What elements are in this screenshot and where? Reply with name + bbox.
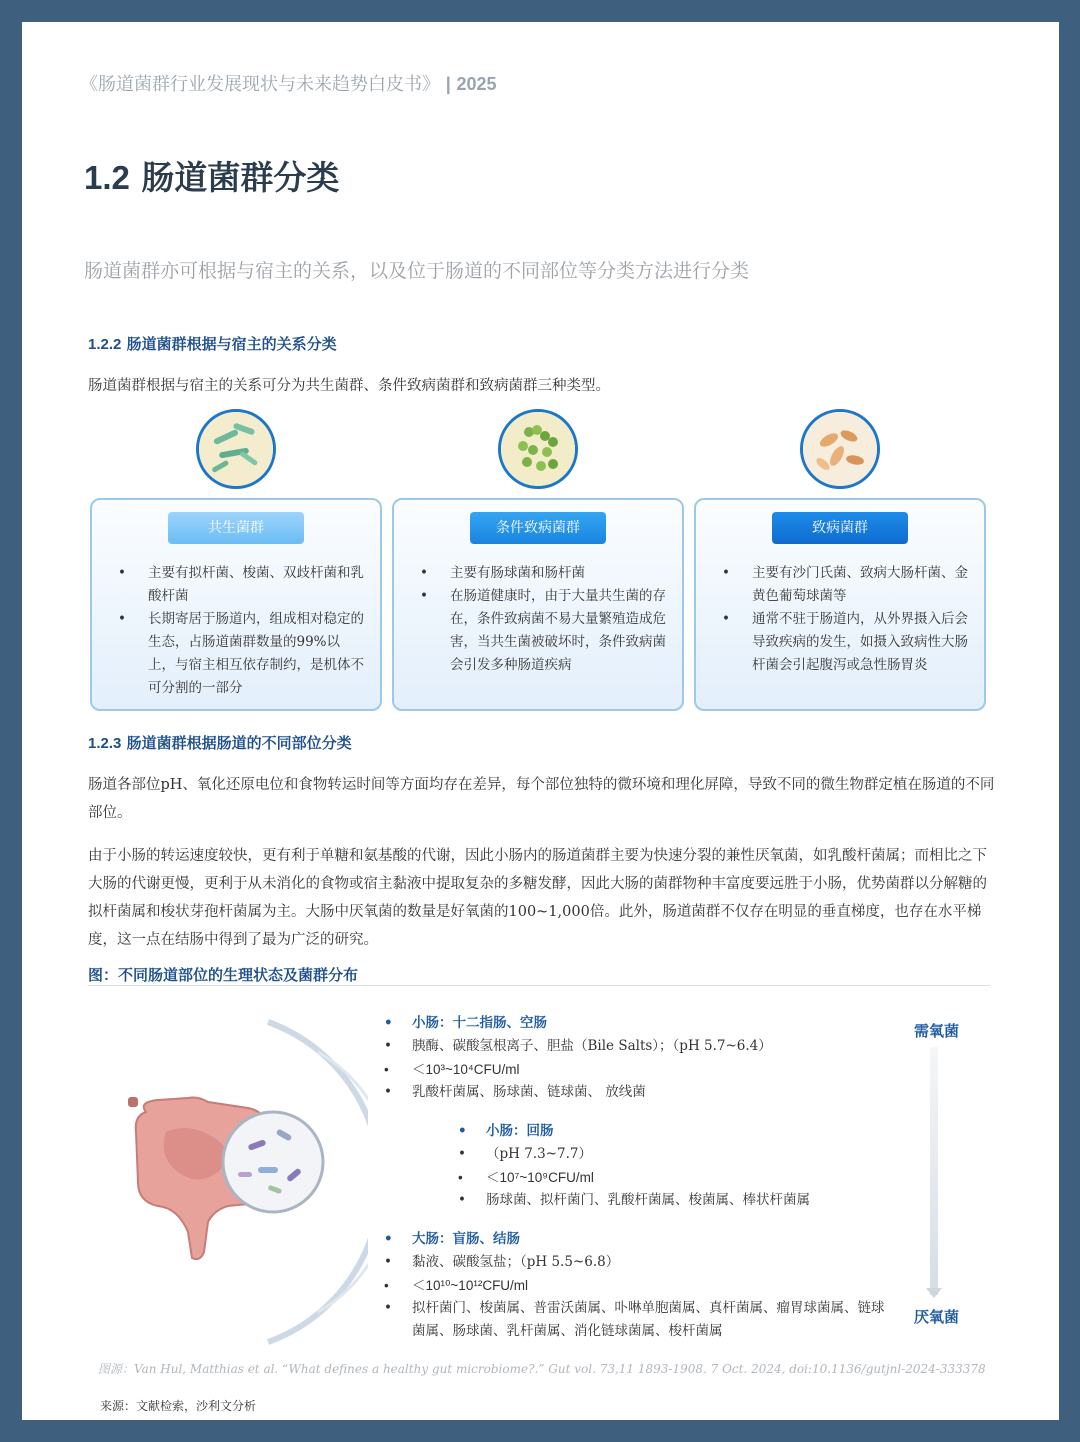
subsection-number-122: 1.2.2 bbox=[88, 336, 122, 353]
section-subtitle: 肠道菌群亦可根据与宿主的关系，以及位于肠道的不同部位等分类方法进行分类 bbox=[84, 260, 750, 282]
commensal-bacteria-image bbox=[196, 409, 276, 489]
list-item: • 长期寄居于肠道内，组成相对稳定的生态，占肠道菌群数量的99%以上，与宿主相互依存制约，是机体不可分割的一部分 bbox=[116, 608, 366, 700]
pathogenic-bacteria-image bbox=[800, 409, 880, 489]
running-separator: | bbox=[445, 74, 451, 94]
card-label-opportunistic: 条件致病菌群 bbox=[470, 512, 606, 544]
list-item: • 肠球菌、拟杆菌门、乳酸杆菌属、梭菌属、棒状杆菌属 bbox=[458, 1189, 898, 1212]
card-list-opportunistic bbox=[418, 562, 668, 677]
data-source: 来源：文献检索，沙利文分析 bbox=[100, 1399, 257, 1413]
card-list-pathogenic bbox=[720, 562, 970, 677]
list-item: • ＜10³~10⁴CFU/ml bbox=[384, 1058, 904, 1081]
running-title: 《肠道菌群行业发展现状与未来趋势白皮书》 bbox=[80, 74, 440, 95]
ileum-list bbox=[458, 1120, 898, 1212]
subsection-heading-123 bbox=[88, 732, 352, 753]
large-intestine-list bbox=[384, 1228, 896, 1343]
card-label-commensal: 共生菌群 bbox=[168, 512, 304, 544]
intestine-illustration bbox=[118, 1012, 368, 1352]
list-item: • （pH 7.3~7.7） bbox=[458, 1143, 898, 1166]
list-item: • 通常不驻于肠道内，从外界摄入后会导致疾病的发生，如摄入致病性大肠杆菌会引起腹泻或急性肠胃炎 bbox=[720, 608, 970, 677]
running-header bbox=[80, 70, 497, 96]
anaerobic-label: 厌氧菌 bbox=[914, 1308, 960, 1326]
list-item: • 乳酸杆菌属、肠球菌、链球菌、 放线菌 bbox=[384, 1081, 904, 1104]
subsection-number-123: 1.2.3 bbox=[88, 735, 122, 752]
arrowhead-icon bbox=[926, 1288, 942, 1298]
paragraph-1: 肠道各部位pH、氧化还原电位和食物转运时间等方面均存在差异，每个部位独特的微环境和理化屏障，导致不同的微生物群定植在肠道的不同部位。 bbox=[88, 777, 995, 821]
list-item: • 黏液、碳酸氢盐；（pH 5.5~6.8） bbox=[384, 1251, 896, 1274]
section-number: 1.2 bbox=[84, 159, 130, 196]
caption-divider bbox=[88, 985, 990, 986]
card-list-commensal bbox=[116, 562, 366, 700]
list-item: • 在肠道健康时，由于大量共生菌的存在，条件致病菌不易大量繁殖造成危害，当共生菌被破坏时，条件致病菌会引发多种肠道疾病 bbox=[418, 585, 668, 677]
subsection-heading-122 bbox=[88, 333, 337, 354]
list-item: • ＜10¹⁰~10¹²CFU/ml bbox=[384, 1274, 896, 1297]
oxygen-gradient-arrow bbox=[930, 1047, 938, 1295]
running-year: 2025 bbox=[456, 74, 497, 94]
subsection-title-123: 肠道菌群根据肠道的不同部位分类 bbox=[126, 734, 352, 752]
list-item: • 主要有拟杆菌、梭菌、双歧杆菌和乳酸杆菌 bbox=[116, 562, 366, 608]
card-commensal bbox=[90, 498, 382, 711]
image-source: 图源：Van Hul, Matthias et al. “What defines a healthy gut microbiome?.” Gut vol. 73,11 1893-1908. 7 Oct. 2024, doi:10.1136/gutjnl-2024-333378 bbox=[98, 1362, 986, 1376]
opportunistic-bacteria-image bbox=[498, 409, 578, 489]
aerobic-label: 需氧菌 bbox=[914, 1022, 960, 1040]
document-page bbox=[22, 22, 1059, 1420]
list-item: • 胰酶、碳酸氢根离子、胆盐（Bile Salts）；（pH 5.7~6.4） bbox=[384, 1035, 904, 1058]
card-label-pathogenic: 致病菌群 bbox=[772, 512, 908, 544]
list-item: • 大肠：盲肠、结肠 bbox=[384, 1228, 896, 1251]
section-title-text: 肠道菌群分类 bbox=[141, 158, 340, 197]
subsection-title-122: 肠道菌群根据与宿主的关系分类 bbox=[126, 335, 337, 353]
list-item: • 主要有沙门氏菌、致病大肠杆菌、金黄色葡萄球菌等 bbox=[720, 562, 970, 608]
card-pathogenic bbox=[694, 498, 986, 711]
list-item: • 小肠：十二指肠、空肠 bbox=[384, 1012, 904, 1035]
list-item: • 小肠：回肠 bbox=[458, 1120, 898, 1143]
figure-caption: 图：不同肠道部位的生理状态及菌群分布 bbox=[88, 966, 359, 984]
card-opportunistic bbox=[392, 498, 684, 711]
intro-paragraph: 肠道菌群根据与宿主的关系可分为共生菌群、条件致病菌群和致病菌群三种类型。 bbox=[88, 378, 610, 394]
paragraph-2: 由于小肠的转运速度较快，更有利于单糖和氨基酸的代谢，因此小肠内的肠道菌群主要为快速分裂的兼性厌氧菌，如乳酸杆菌属；而相比之下大肠的代谢更慢，更利于从未消化的食物或宿主黏液中提取复杂的多糖发酵，因此大肠的菌群物种丰富度要远胜于小肠，优势菌群以分解糖的拟杆菌属和梭状芽孢杆菌属为主。大肠中厌氧菌的数量是好氧菌的100~1,000倍。此外，肠道菌群不仅存在明显的垂直梯度，也存在水平梯度，这一点在结肠中得到了最为广泛的研究。 bbox=[88, 848, 987, 948]
list-item: • ＜10⁷~10⁹CFU/ml bbox=[458, 1166, 898, 1189]
list-item: • 拟杆菌门、梭菌属、普雷沃菌属、卟啉单胞菌属、真杆菌属、瘤胃球菌属、链球菌属、肠球菌、乳杆菌属、消化链球菌属、梭杆菌属 bbox=[384, 1297, 896, 1343]
section-title bbox=[84, 152, 339, 199]
small-intestine-upper-list bbox=[384, 1012, 904, 1104]
list-item: • 主要有肠球菌和肠杆菌 bbox=[418, 562, 668, 585]
